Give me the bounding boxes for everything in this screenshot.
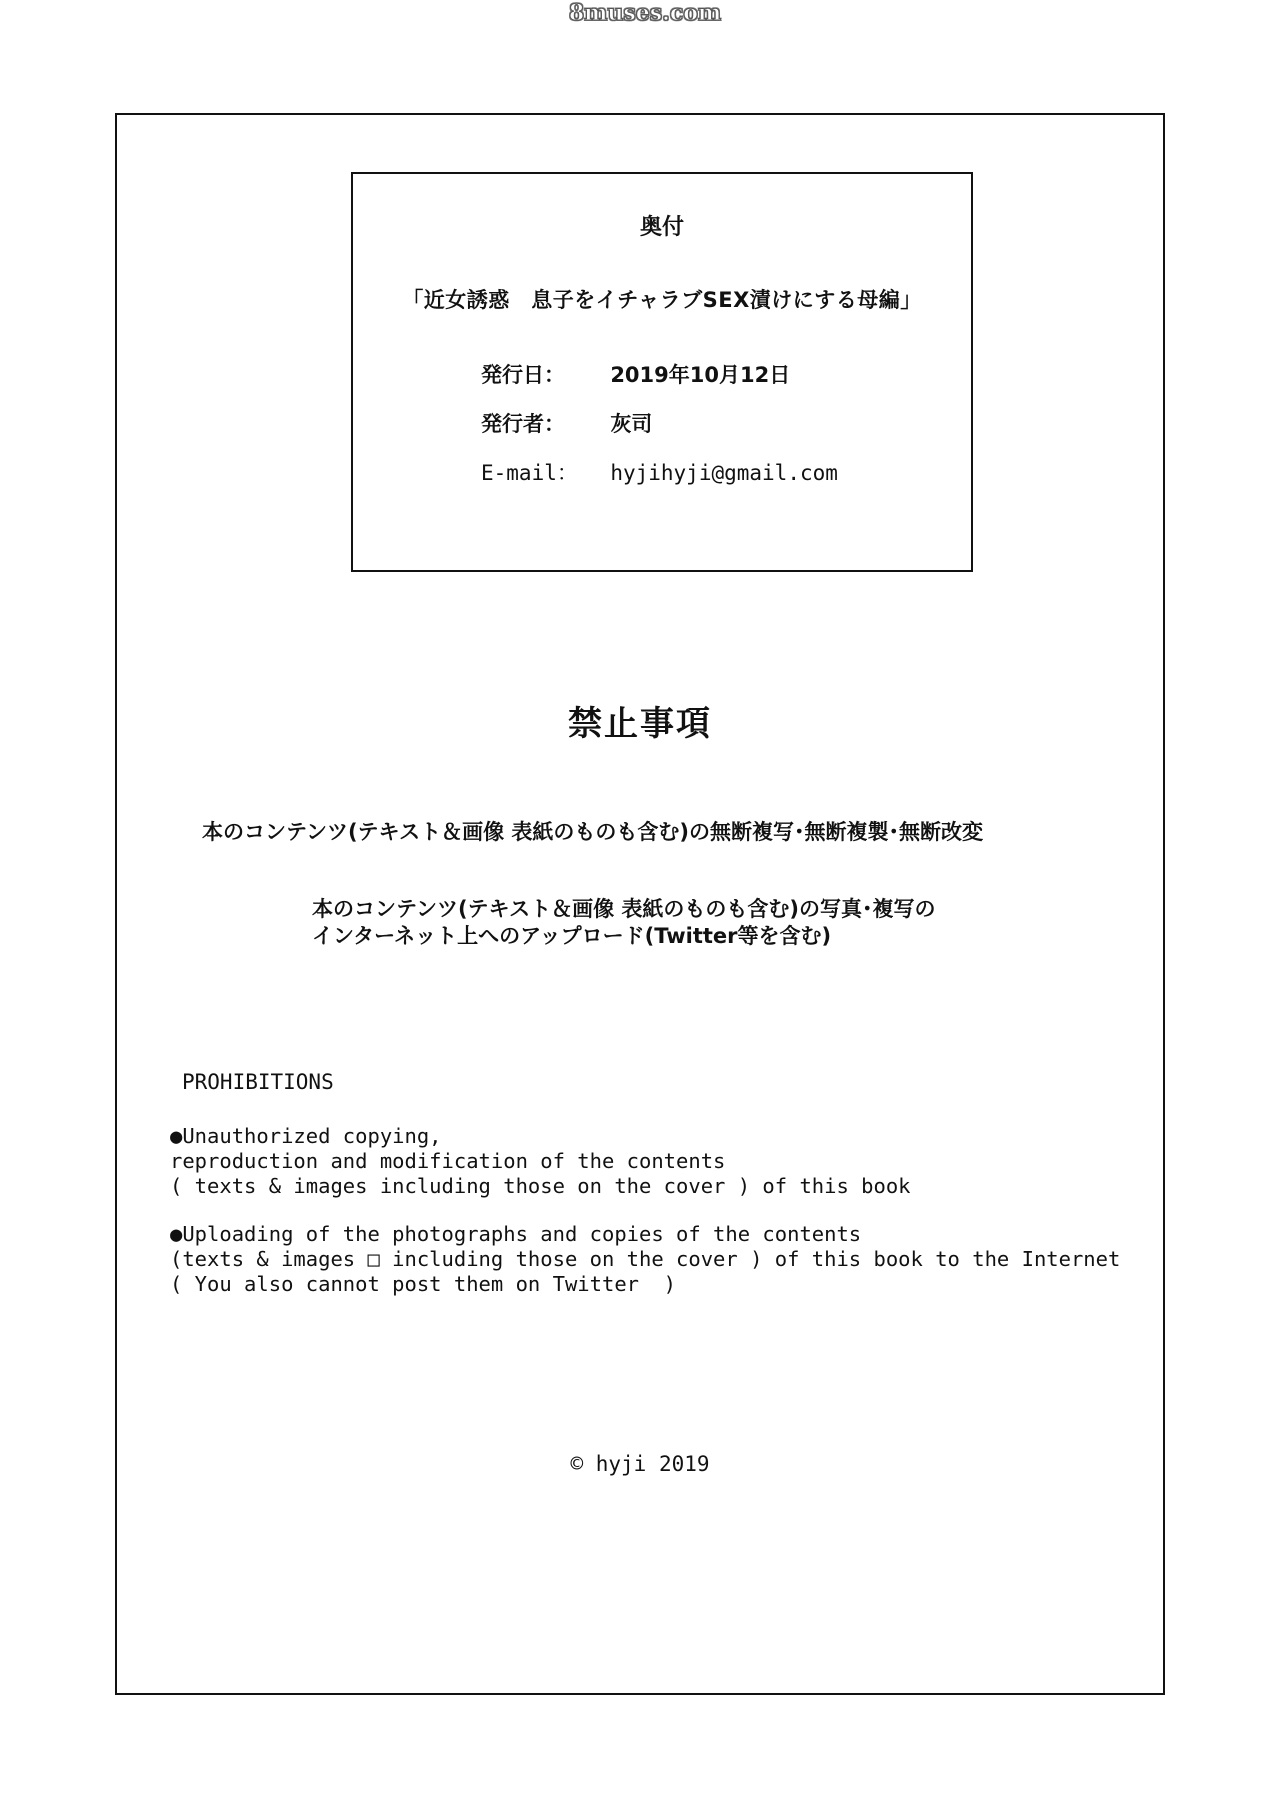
prohibition-en-item-1-line-3: ( texts & images including those on the cover ) of this book — [170, 1174, 911, 1198]
site-watermark: 8muses.com — [568, 0, 722, 26]
email-row — [481, 457, 838, 487]
prohibition-en-item-2-line-2: (texts & images □ including those on the cover ) of this book to the Internet — [170, 1247, 1121, 1271]
email-label: E-mail： — [481, 461, 578, 485]
book-title: 「近女誘惑 息子をイチャラブSEX漬けにする母編」 — [402, 288, 922, 312]
publish-date-value: 2019年10月12日 — [610, 363, 791, 387]
prohibition-en-item-1-line-2: reproduction and modification of the contents — [170, 1149, 726, 1173]
prohibitions-title-jp: 禁止事項 — [568, 704, 712, 744]
prohibition-jp-item-2-line-1: 本のコンテンツ(テキスト＆画像 表紙のものも含む)の写真･複写の — [312, 897, 936, 921]
email-value: hyjihyji@gmail.com — [610, 461, 838, 485]
copyright-notice: © hyji 2019 — [570, 1452, 710, 1476]
publisher-row — [481, 408, 652, 438]
publisher-label: 発行者： — [481, 412, 565, 436]
colophon-box — [351, 172, 973, 572]
prohibition-en-item-1-line-1: ●Unauthorized copying, — [170, 1124, 442, 1148]
prohibitions-title-en: PROHIBITIONS — [182, 1070, 334, 1094]
publish-date-label: 発行日： — [481, 363, 565, 387]
publish-date-row — [481, 359, 790, 389]
publisher-value: 灰司 — [610, 412, 653, 436]
prohibition-jp-item-2-line-2: インターネット上へのアップロード(Twitter等を含む) — [312, 924, 832, 948]
prohibition-en-item-2-line-1: ●Uploading of the photographs and copies of the contents — [170, 1222, 862, 1246]
prohibition-en-item-2-line-3: ( You also cannot post them on Twitter ) — [170, 1272, 677, 1296]
prohibition-jp-item-1: 本のコンテンツ(テキスト＆画像 表紙のものも含む)の無断複写･無断複製･無断改変 — [202, 820, 984, 844]
colophon-heading: 奥付 — [639, 215, 684, 240]
